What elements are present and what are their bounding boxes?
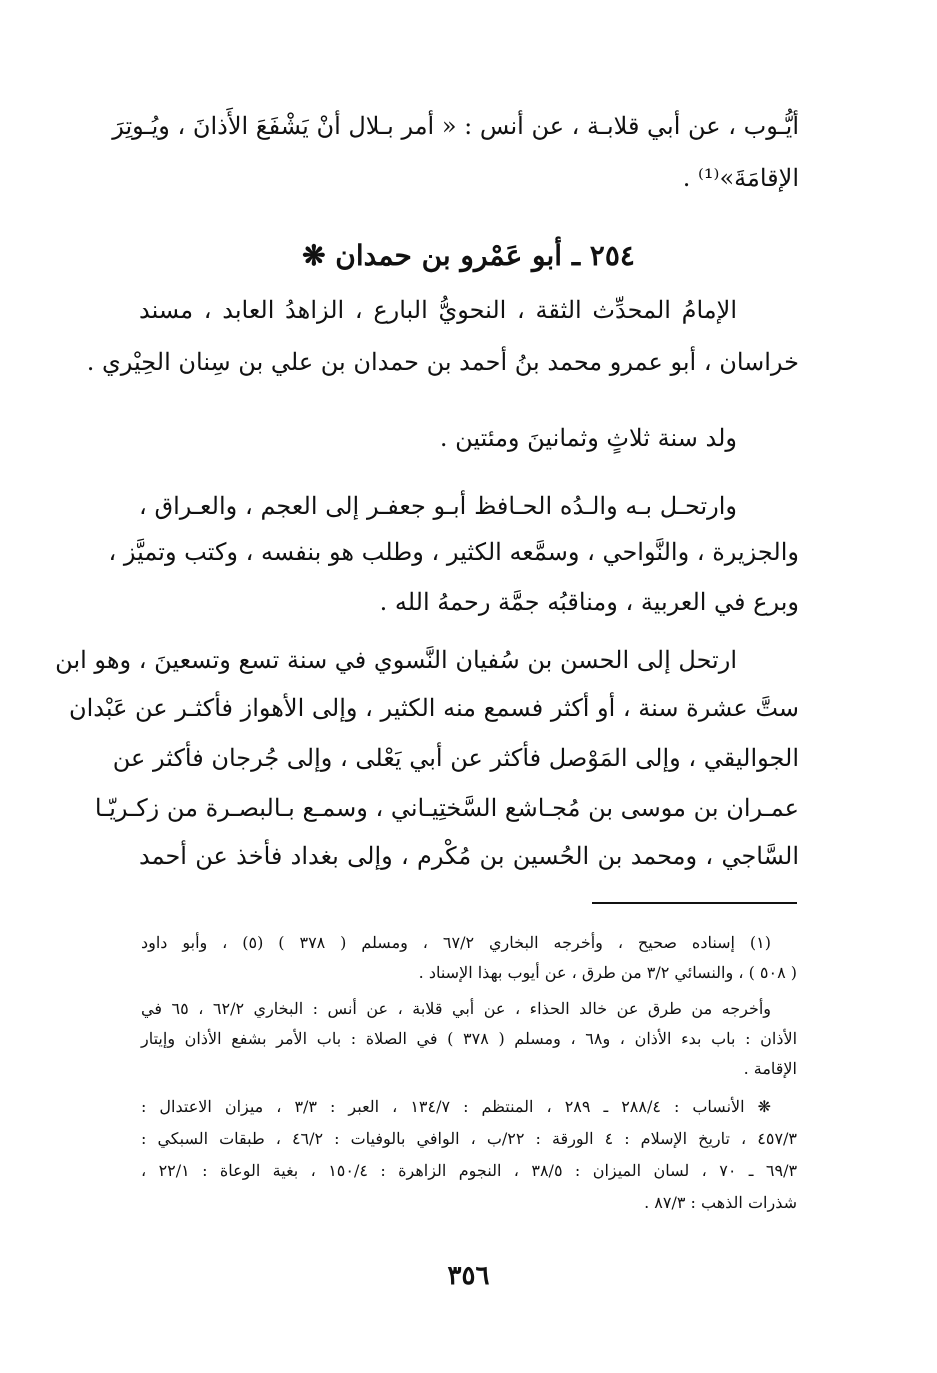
body-line: خراسان ، أبو عمرو محمد بنُ أحمد بن حمدان بن علي بن سِنان الحِيْري . [86, 348, 799, 376]
footnote-separator [592, 902, 797, 904]
page-number: ٣٥٦ [447, 1261, 490, 1291]
body-line: الإقامَةَ»⁽¹⁾ . [682, 164, 799, 192]
body-line: الإمامُ المحدِّث الثقة ، النحويُّ البارع ، الزاهدُ العابد ، مسند [139, 296, 737, 324]
footnote-line: ٦٩/٣ ـ ٧٠ ، لسان الميزان : ٣٨/٥ ، النجوم الزاهرة : ١٥٠/٤ ، بغية الوعاة : ٢٢/١ ، [141, 1161, 798, 1180]
body-line: ستَّ عشرة سنة ، أو أكثر فسمع منه الكثير ، وإلى الأهواز فأكثـر عن عَبْدان [68, 694, 799, 722]
footnote-line: (١) إسناده صحيح ، وأخرجه البخاري ٦٧/٢ ، ومسلم ( ٣٧٨ ) (٥) ، وأبو داود [141, 933, 772, 952]
footnote-line: ❋ الأنساب : ٢٨٨/٤ ـ ٢٨٩ ، المنتظم : ١٣٤/٧ ، العبر : ٣/٣ ، ميزان الاعتدال : [141, 1097, 772, 1116]
footnote-line: ٤٥٧/٣ ، تاريخ الإسلام : ٤ الورقة : ٢٢/ب ، الوافي بالوفيات : ٤٦/٢ ، طبقات السبكي : [141, 1129, 798, 1148]
body-line: وارتحـل بـه والـدُه الحـافظ أبـو جعفـر إلى العجم ، والعـراق ، [139, 492, 737, 520]
footnote-line: وأخرجه من طرق عن خالد الحذاء ، عن أبي قلابة ، عن أنس : البخاري ٦٢/٢ ، ٦٥ في [141, 999, 772, 1018]
body-line: والجزيرة ، والنَّواحي ، وسمَّعه الكثير ، وطلب هو بنفسه ، وكتب وتميَّز ، [108, 538, 799, 566]
entry-heading: ٢٥٤ ـ أبو عَمْرو بن حمدان ❋ [302, 239, 635, 272]
footnote-line: شذرات الذهب : ٨٧/٣ . [644, 1193, 797, 1212]
body-line: السَّاجي ، ومحمد بن الحُسين بن مُكْرم ، وإلى بغداد فأخذ عن أحمد [139, 842, 799, 870]
footnote-line: الأذان : باب بدء الأذان ، و٦٨ ، ومسلم ( ٣٧٨ ) في الصلاة : باب الأمر بشفع الأذان وإيتار [141, 1029, 798, 1048]
footnote-line: ( ٥٠٨ ) ، والنسائي ٣/٢ من طرق ، عن أيوب بهذا الإسناد . [418, 963, 797, 982]
body-line: أيُّـوب ، عن أبي قلابـة ، عن أنس : « أمر بـلال أنْ يَشْفَعَ الأَذانَ ، ويُـوتِرَ [112, 112, 799, 140]
body-line: الجواليقي ، وإلى المَوْصل فأكثر عن أبي يَعْلى ، وإلى جُرجان فأكثر عن [112, 744, 799, 772]
body-line: ارتحل إلى الحسن بن سُفيان النَّسوي في سنة تسع وتسعينَ ، وهو ابن [55, 646, 737, 674]
body-line: وبرع في العربية ، ومناقبُه جمَّة رحمهُ الله . [379, 588, 799, 616]
body-line: ولد سنة ثلاثٍ وثمانينَ ومئتين . [439, 424, 737, 452]
footnote-line: الإقامة . [743, 1059, 797, 1078]
body-line: عمـران بن موسى بن مُجـاشع السَّختِيـاني ، وسمـع بـالبصـرة من زكـريّـا [94, 794, 799, 822]
